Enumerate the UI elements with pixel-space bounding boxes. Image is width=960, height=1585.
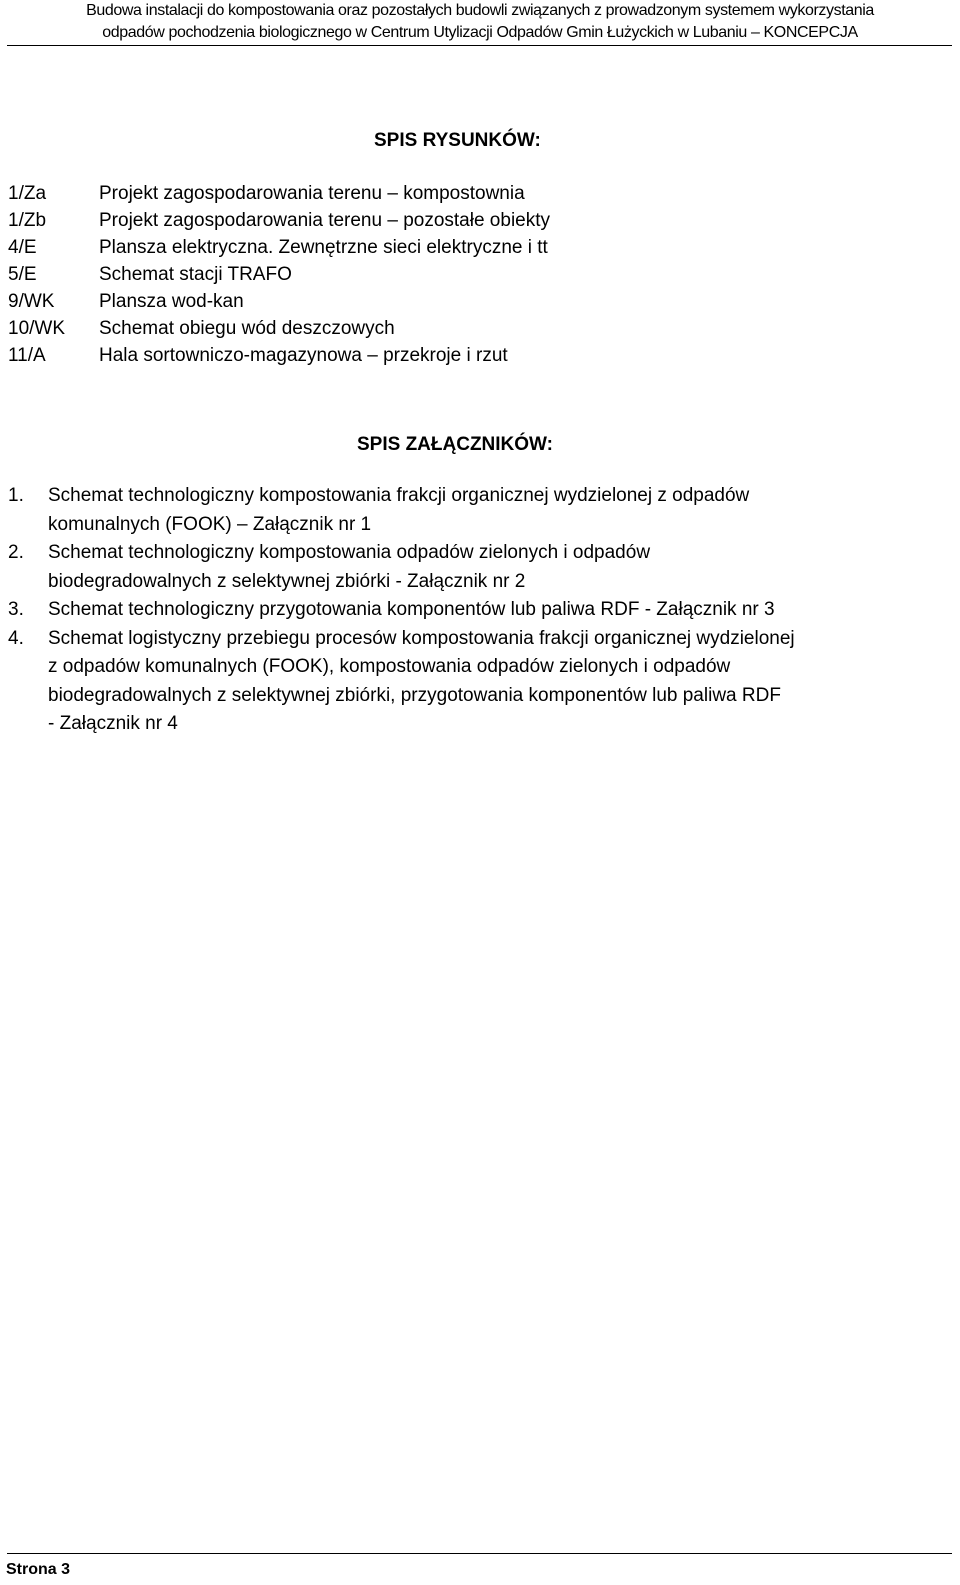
drawing-title: Plansza wod-kan [99,291,244,312]
attachment-item [8,596,953,625]
drawings-section-title: SPIS RYSUNKÓW: [374,130,541,151]
attachment-item [8,482,953,539]
drawing-row [8,207,908,234]
header-line-1: Budowa instalacji do kompostowania oraz pozostałych budowli związanych z prowadzonym systemem wykorzystania [86,2,874,19]
drawing-title: Projekt zagospodarowania terenu – pozostałe obiekty [99,210,551,231]
drawing-code: 10/WK [8,318,66,339]
drawing-title: Projekt zagospodarowania terenu – kompostownia [99,183,525,204]
attachment-text-line: biodegradowalnych z selektywnej zbiórki, przygotowania komponentów lub paliwa RDF [48,684,781,706]
drawing-code: 5/E [8,264,37,285]
attachment-text-line: Schemat technologiczny przygotowania komponentów lub paliwa RDF - Załącznik nr 3 [48,599,775,620]
footer-divider [7,1553,952,1554]
drawing-row [8,342,908,369]
attachment-text-line: Schemat logistyczny przebiegu procesów kompostowania frakcji organicznej wydzielonej [48,627,795,649]
drawing-title: Plansza elektryczna. Zewnętrzne sieci elektryczne i tt [99,237,548,258]
drawing-row [8,180,908,207]
drawing-title: Schemat stacji TRAFO [99,264,292,285]
drawing-code: 4/E [8,237,37,258]
header-line-2: odpadów pochodzenia biologicznego w Centrum Utylizacji Odpadów Gmin Łużyckich w Lubaniu – KONCEPCJA [102,24,858,41]
attachment-number: 3. [8,599,24,620]
attachment-number: 4. [8,627,24,649]
drawing-title: Hala sortowniczo-magazynowa – przekroje i rzut [99,345,508,366]
attachment-number: 1. [8,485,24,506]
drawings-list [8,180,908,369]
drawing-code: 1/Zb [8,210,47,231]
drawing-code: 11/A [8,345,46,366]
drawing-row [8,315,908,342]
page-number: Strona 3 [6,1561,71,1578]
attachment-text-line: biodegradowalnych z selektywnej zbiórki - Załącznik nr 2 [48,570,526,592]
attachments-section-title: SPIS ZAŁĄCZNIKÓW: [357,434,553,455]
attachment-text-line: Schemat technologiczny kompostowania frakcji organicznej wydzielonej z odpadów [48,485,750,506]
attachment-item [8,539,953,596]
drawing-row [8,288,908,315]
drawing-title: Schemat obiegu wód deszczowych [99,318,395,339]
attachment-text-line: komunalnych (FOOK) – Załącznik nr 1 [48,513,372,535]
header-divider [7,45,952,46]
drawing-code: 1/Za [8,183,47,204]
attachment-text-line: Schemat technologiczny kompostowania odpadów zielonych i odpadów [48,542,651,563]
attachments-list [8,482,953,739]
drawing-row [8,234,908,261]
attachment-text-line: - Załącznik nr 4 [48,713,178,734]
attachment-item [8,625,953,739]
drawing-code: 9/WK [8,291,55,312]
drawing-row [8,261,908,288]
attachment-text-line: z odpadów komunalnych (FOOK), kompostowania odpadów zielonych i odpadów [48,656,731,677]
attachment-number: 2. [8,542,24,563]
page-header [0,0,960,44]
